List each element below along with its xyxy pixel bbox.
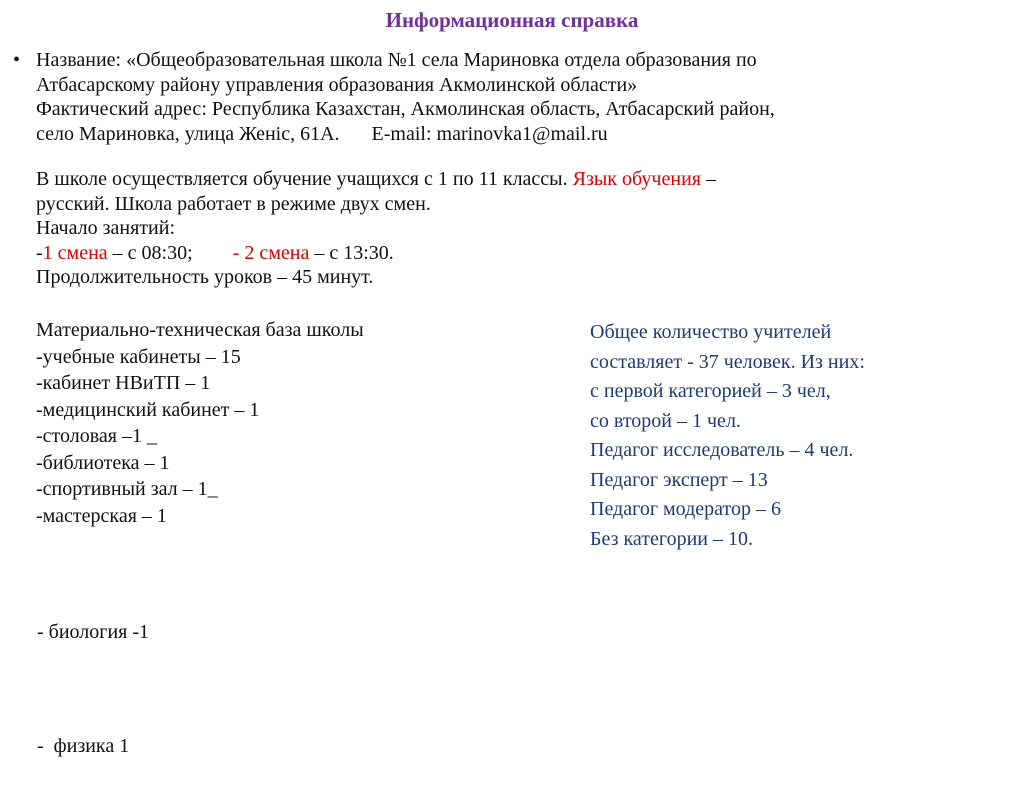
material-base-extra-list	[32, 537, 149, 803]
teachers-line: Без категории – 10.	[590, 527, 754, 550]
shift-dash: -	[36, 241, 43, 264]
list-item: -спортивный зал – 1_	[36, 478, 218, 500]
list-item: -библиотека – 1	[36, 451, 170, 474]
material-base-list	[36, 317, 364, 529]
list-item: - биология -1	[32, 621, 150, 643]
study-line-1	[36, 167, 976, 192]
list-item: -столовая –1 _	[36, 425, 157, 447]
language-label: Язык обучения	[572, 168, 701, 190]
teachers-line: со второй – 1 чел.	[590, 409, 741, 432]
lesson-duration: Продолжительность уроков – 45 минут.	[36, 266, 374, 288]
shift-2-time: – с 13:30.	[309, 241, 394, 264]
address-line-1: Фактический адрес: Республика Казахстан, Акмолинская область, Атбасарский район,	[36, 98, 775, 120]
shift-1-time: – с 08:30;	[107, 241, 193, 264]
teachers-line: с первой категорией – 3 чел,	[590, 380, 831, 402]
study-classes-text: В школе осуществляется обучение учащихся с 1 по 11 классы.	[36, 168, 573, 190]
teachers-line: составляет - 37 человек. Из них:	[590, 350, 865, 373]
shift-times	[36, 241, 976, 266]
page-title: Информационная справка	[385, 8, 639, 32]
shift-1-label: 1 смена	[42, 241, 108, 264]
list-item: -медицинский кабинет – 1	[36, 398, 260, 421]
email-text: E-mail: marinovka1@mail.ru	[371, 122, 608, 145]
study-line-1-end: –	[700, 168, 716, 190]
address-line-2	[36, 122, 976, 147]
teachers-summary	[590, 318, 865, 554]
teachers-line: Педагог эксперт – 13	[590, 468, 768, 491]
material-base-heading: Материально-техническая база школы	[36, 319, 364, 341]
shift-2-label: - 2 смена	[232, 241, 310, 264]
address-text: село Мариновка, улица Женіс, 61А.	[36, 122, 340, 145]
list-item: -кабинет НВиТП – 1	[36, 372, 211, 394]
list-item: -мастерская – 1	[36, 504, 167, 527]
teachers-line: Педагог модератор – 6	[590, 498, 781, 520]
list-item: -учебные кабинеты – 15	[36, 345, 241, 368]
school-info-block	[36, 48, 976, 290]
bullet-marker: •	[13, 49, 21, 71]
teachers-line: Общее количество учителей	[590, 321, 832, 343]
school-name-line-1: Название: «Общеобразовательная школа №1 села Мариновка отдела образования по	[36, 49, 757, 71]
start-label: Начало занятий:	[36, 217, 175, 239]
list-item: - физика 1	[32, 735, 130, 757]
school-name-line-2: Атбасарскому району управления образования Акмолинской области»	[36, 73, 638, 96]
teachers-line: Педагог исследователь – 4 чел.	[590, 439, 854, 461]
study-line-2: русский. Школа работает в режиме двух смен.	[36, 192, 431, 215]
